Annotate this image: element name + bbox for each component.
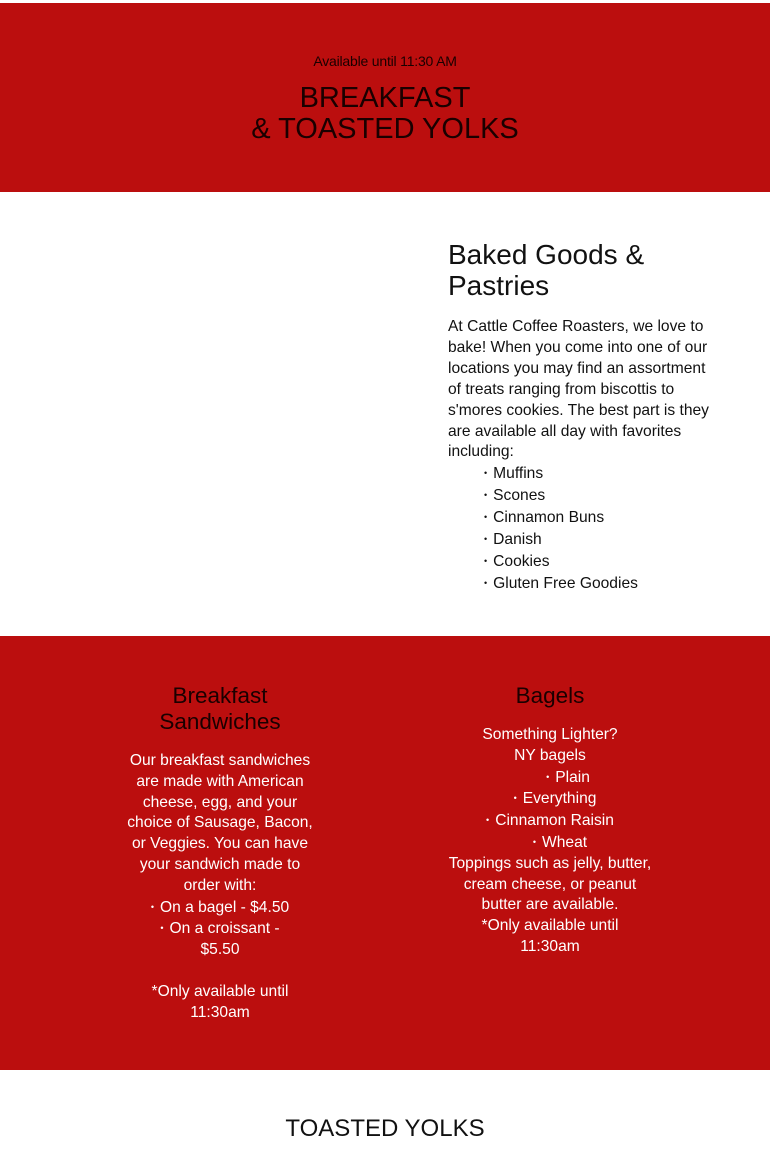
list-item: • Muffins xyxy=(484,463,638,485)
pastries-list xyxy=(484,463,638,594)
bagels-availability-note: *Only available until 11:30am xyxy=(481,917,619,955)
sandwiches-bagels-section xyxy=(0,636,770,1070)
bagels-heading: Bagels xyxy=(515,683,585,708)
bagels-toppings: Toppings such as jelly, butter, cream cheese, or peanut butter are available. xyxy=(448,854,652,914)
page-title xyxy=(0,83,770,145)
list-item: • Scones xyxy=(484,485,638,507)
toasted-yolks-heading: TOASTED YOLKS xyxy=(285,1115,485,1142)
page-title-line-1: BREAKFAST xyxy=(299,82,471,114)
list-item: • Wheat xyxy=(440,832,660,854)
toasted-yolks-section xyxy=(0,1070,770,1149)
list-item: • Plain xyxy=(440,767,660,789)
pastries-section xyxy=(0,192,770,636)
list-item: • Everything xyxy=(440,788,660,810)
list-item: • Gluten Free Goodies xyxy=(484,573,638,595)
breakfast-hero-banner xyxy=(0,3,770,192)
list-item: • Danish xyxy=(484,529,638,551)
list-item: • On a bagel - $4.50 xyxy=(145,897,295,919)
bagels-column xyxy=(440,683,660,958)
sandwiches-availability-note: *Only available until 11:30am xyxy=(151,982,289,1021)
bagels-subheading: NY bagels xyxy=(514,746,586,764)
sandwiches-heading: Breakfast Sandwiches xyxy=(159,683,281,734)
availability-note: Available until 11:30 AM xyxy=(313,53,457,69)
page-title-line-2: & TOASTED YOLKS xyxy=(251,113,519,145)
pastries-description: At Cattle Coffee Roasters, we love to bake! When you come into one of our locations you may find an assortment of treats ranging from biscottis to s'mores cookies. The best part is they are available all day with favorites including: xyxy=(448,318,709,461)
list-item: • Cookies xyxy=(484,551,638,573)
list-item: • Cinnamon Raisin xyxy=(440,810,660,832)
sandwich-options-list xyxy=(145,897,295,961)
bagels-intro: Something Lighter? xyxy=(482,726,618,743)
sandwiches-column xyxy=(110,683,330,1023)
list-item: • On a croissant - $5.50 xyxy=(145,918,295,961)
sandwiches-description: Our breakfast sandwiches are made with American cheese, egg, and your choice of Sausage, Bacon, or Veggies. You can have your sandwich made to order with: xyxy=(127,752,313,894)
list-item: • Cinnamon Buns xyxy=(484,507,638,529)
pastries-heading: Baked Goods & Pastries xyxy=(448,239,645,301)
bagel-varieties-list xyxy=(440,767,660,854)
